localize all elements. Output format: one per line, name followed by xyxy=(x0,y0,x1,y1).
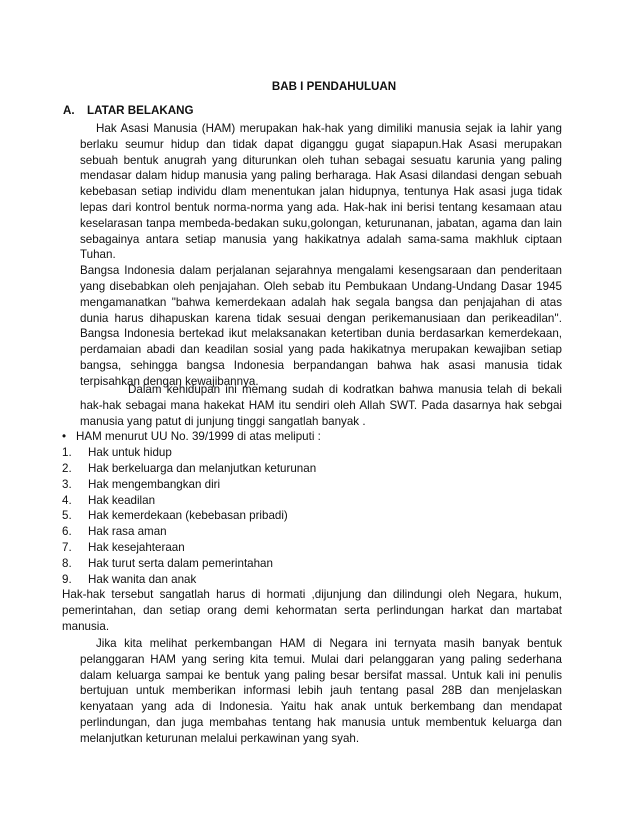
list-number: 2. xyxy=(62,461,72,475)
list-item xyxy=(62,508,562,524)
bullet-item xyxy=(62,429,562,445)
section-heading xyxy=(63,104,193,117)
list-number: 6. xyxy=(62,525,72,539)
list-text: Hak turut serta dalam pemerintahan xyxy=(88,556,273,570)
list-text: Hak wanita dan anak xyxy=(88,572,197,586)
list-text: Hak keadilan xyxy=(88,493,156,507)
paragraph-kodrat: Dalam kehidupan ini memang sudah di kodratkan bahwa manusia telah di bekali hak-hak sebagai mana hakekat HAM itu sendiri oleh Allah SWT. Pada dasarnya hak sebgai manusia yang patut di junjung tinggi sangatlah banyak . xyxy=(80,383,562,428)
list-text: Hak mengembangkan diri xyxy=(88,477,221,491)
list-text: Hak untuk hidup xyxy=(88,446,172,460)
body-text-bottom xyxy=(80,636,562,747)
list-number: 8. xyxy=(62,556,72,570)
list-number: 5. xyxy=(62,509,72,523)
bullet-icon: • xyxy=(62,430,67,444)
section-heading-text: LATAR BELAKANG xyxy=(87,104,194,117)
list-number: 9. xyxy=(62,572,72,586)
list-number: 7. xyxy=(62,540,72,554)
list-item xyxy=(62,445,562,461)
paragraph-bangsa-indonesia: Bangsa Indonesia dalam perjalanan sejarahnya mengalami kesengsaraan dan penderitaan yang disebabkan oleh penjajahan. Oleh sebab itu Pembukaan Undang-Undang Dasar 1945 mengamanatkan "bahwa kemerdekaan adalah hak segala bangsa dan penjajahan di atas dunia harus dihapuskan karena tidak sesuai dengan perikemanusiaan dan perikeadilan''. Bangsa Indonesia bertekad ikut melaksanakan ketertiban dunia berdasarkan kemerdekaan, perdamaian abadi dan keadilan sosial yang pada hakikatnya merupakan kewajiban setiap bangsa, sehingga bangsa Indonesia berpandangan bahwa hak asasi manusia tidak terpisahkan dengan kewajibannya. xyxy=(80,264,562,388)
list-item xyxy=(62,572,562,588)
list-item xyxy=(62,540,562,556)
list-text: Hak rasa aman xyxy=(88,525,167,539)
list-item xyxy=(62,477,562,493)
list-text: Hak kesejahteraan xyxy=(88,540,185,554)
rights-list xyxy=(62,445,562,587)
section-letter: A. xyxy=(63,104,75,117)
chapter-title: BAB I PENDAHULUAN xyxy=(271,80,397,93)
paragraph-hormati: Hak-hak tersebut sangatlah harus di hormati ,dijunjung dan dilindungi oleh Negara, hukum, pemerintahan, dan setiap orang demi kehormatan serta perlindungan harkat dan martabat manusia. xyxy=(62,588,562,633)
list-number: 3. xyxy=(62,477,72,491)
body-text-middle xyxy=(62,382,562,635)
list-number: 1. xyxy=(62,446,72,460)
list-item xyxy=(62,493,562,509)
paragraph-pelanggaran: Jika kita melihat perkembangan HAM di Negara ini ternyata masih banyak bentuk pelanggaran HAM yang sering kita temui. Mulai dari pelanggaran yang paling sederhana dalam keluarga sampai ke bentuk yang paling besar bersifat massal. Untuk kali ini penulis bertujuan untuk memberikan informasi lebih jauh tentang pasal 28B dan menjelaskan kenyataan yang ada di Indonesia. Yaitu hak anak untuk berkembang dan mendapat perlindungan, dan juga membahas tentang hak manusia untuk membentuk keluarga dan melanjutkan keturunan melalui perkawinan yang syah. xyxy=(80,637,562,745)
list-text: Hak kemerdekaan (kebebasan pribadi) xyxy=(88,509,288,523)
bullet-text: HAM menurut UU No. 39/1999 di atas meliputi : xyxy=(76,430,321,444)
list-item xyxy=(62,556,562,572)
list-item xyxy=(62,461,562,477)
body-text-top xyxy=(80,121,562,390)
paragraph-ham-definition: Hak Asasi Manusia (HAM) merupakan hak-hak yang dimiliki manusia sejak ia lahir yang berlaku seumur hidup dan tidak dapat diganggu gugat siapapun.Hak Asasi merupakan sebuah bentuk anugrah yang diturunkan oleh tuhan sebagai sesuatu karunia yang paling mendasar dalam hidup manusia yang paling berharaga. Hak Asasi dilandasi dengan sebuah kebebasan setiap individu dlam menentukan jalan hidupnya, tentunya Hak asasi juga tidak lepas dari kontrol bentuk norma-norma yang ada. Hak-hak ini berisi tentang kesamaan atau keselarasan tanpa membeda-bedakan suku,golongan, keturunanan, jabatan, agama dan lain sebagainya antara setiap manusia yang hakikatnya adalah sama-sama makhluk ciptaan Tuhan. xyxy=(80,122,562,262)
list-text: Hak berkeluarga dan melanjutkan keturunan xyxy=(88,461,317,475)
list-number: 4. xyxy=(62,493,72,507)
list-item xyxy=(62,524,562,540)
